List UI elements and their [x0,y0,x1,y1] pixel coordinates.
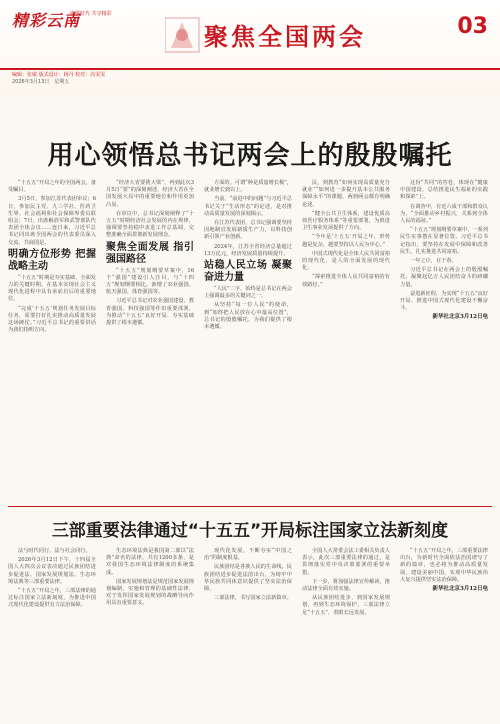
issue-date: 2026年3月13日 星期五 [12,79,70,85]
logo-subtitle: 融媒时代 共享精彩 [70,11,112,17]
paragraph: “十五五”开局之年的全国两会，备受瞩目。 [8,180,96,194]
paragraph: 在调查中，有近六成干部和群众认为，“全面推动乡村振兴，关系到全体人民的福祉。” [400,203,488,225]
paragraph: “十五五”开局之年，三部重要法律出台，为新时代全面依法治国谱写了新的篇章，也必将为推动高质量发展，建设美丽中国，实现中华民族伟大复兴提供坚实法治保障。 [400,548,488,583]
article1-byline: 新华社北京3月12日电 [432,314,488,321]
article1-column-4 [302,180,390,291]
paragraph: “十五五”规划纲要草案中，16个“强国”建设引人注目。与“十四五”规划纲要相比，新增了农业强国、航天强国、体育强国等。 [106,267,194,296]
newspaper-logo: 精彩云南 [12,11,81,30]
paragraph: “十五五”开局之年，三部法律的通过标注国家立法新刻度，为推进中国式现代化建设提供有力法治保障。 [8,588,96,609]
article1-headline: 用心领悟总书记两会上的殷殷嘱托 [47,141,453,171]
paragraph: 国家发展规划法是规范国家发展规划编制、实施和管理的基础性法律，对于发挥国家发展规划的战略导向作用具有重要意义。 [106,578,194,607]
paragraph: “十五五”规划纲要草案中，一系列民生实事摆在显著位置。习近平总书记指出，要坚持在发展中保障和改善民生，扎实推进共同富裕。 [400,227,488,255]
article2-column-4 [302,548,390,619]
paragraph: 习近平总书记对农业强国建设，教育强国、科技强国等作出重要部署，为推动“十五五”良好开局、夯实基础提供了根本遵循。 [106,298,194,327]
page-number: 03 [457,14,488,39]
page-meta [12,72,105,86]
paragraph: 方面的。可谓“种是质量增长极”，就业增长到以上。 [204,180,292,194]
section-title: 聚焦全国两会 [204,23,366,51]
paragraph: “完成‘十五五’规划任务发展目标任务，需要打好扎实推动高质量发展这场硬仗。”习近平总书记的重要讲话为我们指明方向。 [8,305,96,334]
subheading: 聚焦全面发展 指引强国路径 [106,241,194,265]
paragraph: “探索推进全体人民共同富裕的有效路径。” [302,274,390,288]
paragraph: 三部法律，书写国家立法新篇章。 [214,595,292,602]
paragraph: 2024年，江苏全省经济总量超过13万亿元，经济发展质量持续提升。 [204,243,292,257]
paragraph: 奋进新征程，为实现“十五五”良好开局、推进中国式现代化建设不懈奋斗。 [400,290,488,312]
paragraph: 在审议中，总书记深刻阐释了“十五五”时期经济社会发展的内在规律，强调要坚持稳中求进工作总基调，完整准确全面贯彻新发展理念。 [106,210,194,239]
article1-column-1 [8,180,96,336]
subheading: 站稳人民立场 凝聚奋进力量 [204,260,292,284]
paragraph: 民族团结是各族人民的生命线。民族团结进步促进法的出台，为铸牢中华民族共同体意识提供了坚实法治保障。 [204,564,292,593]
paragraph: “健全公共卫生体系，建设优质高效医疗服务体系”等重要部署，为推进卫生事业发展提供了方向。 [302,210,390,232]
paragraph: 这份“共同”的答卷，体现在“健康中国建设，总结推进民生福祉的实践和探索”上。 [400,180,488,201]
article1-column-5 [400,180,488,322]
article1-column-3 [204,180,292,333]
paragraph: 中国式现代化是全体人民共同富裕的现代化，是人的全面发展的现代化。 [302,250,390,272]
paragraph: 一年之计，在于春。 [410,258,457,265]
paragraph: 现代化发展，不断夯实“中国之治”的制度根基。 [204,548,292,562]
paragraph: 2026年3月12日下午，十四届全国人大四次会议表决通过民族团结进步促进法、国家发展规划法、生态环境法典等三部重要法律。 [8,557,96,585]
page-header [0,0,500,94]
paragraph: “十五五”时期是夯实基础、全面发力的关键时期。在基本实现社会主义现代化进程中具有承前启后的重要地位。 [8,274,96,303]
paragraph: 民，到教育“如何实现高质量充分就业”“如何进一步提升基本公共服务保障水平”的课题，两到两会都有明确论述。 [302,180,390,208]
article2-column-3 [204,548,292,604]
paragraph: 从坚持“每一位人民”的使命，到“始终把人民放在心中最高位置”，总书记的殷殷嘱托，为我们提供了根本遵循。 [204,302,292,331]
paragraph: “经济大省要挑大梁”，再到此次3月5日“要”的深刻阐述，经济大省在全国发展大局中的重要地位和作用更加凸显。 [106,180,194,208]
paragraph: 习近平总书记在两会上的殷殷嘱托，凝聚起亿万人民团结奋斗的磅礴力量。 [400,267,488,288]
article2-column-1 [8,548,96,612]
subheading: 明确方位形势 把握战略主动 [8,248,96,272]
paragraph: “人民”二字，始终是总书记在两会上强调最多的关键词之一。 [204,286,292,300]
paragraph: 在江苏代表团，总书记强调要坚持因地制宜发展新质生产力，以科技创新引领产业创新。 [204,220,292,241]
article1-body [8,180,492,510]
article2-column-5 [400,548,488,593]
article2-byline: 新华社北京3月12日电 [432,586,488,593]
article2-headline: 三部重要法律通过“十五五”开局标注国家立法新刻度 [51,521,449,541]
paragraph: 下一步，将加强法律宣传解读，推动法律全面有效实施。 [302,578,390,593]
paragraph: 当前，“前进中的问题”与习近平总书记关于“生活形态”的论述，是对推动高质量发展的深刻揭示。 [204,196,292,217]
paragraph: 全国人大常委会法工委相关负责人表示，此次三部重要法律的通过，是贯彻落实党中央决策部署的重要举措。 [302,548,390,576]
article2-column-2 [106,548,194,610]
paragraph: 从民族团结进步，到国家发展规划，再到生态环境保护，三部法律立足“十五五”，着眼长远发展。 [302,595,390,616]
paragraph: 法与时代同行，法与社会同行。 [18,548,91,554]
paragraph: 生态环境法典是我国第二部以“法典”命名的法律，共有1200多条，是对我国生态环境法律制度的系统集成。 [106,548,194,576]
article2-body [8,548,492,718]
paragraph: “今年是‘十五五’开局之年，形势越是复杂，越要坚持以人民为中心。” [302,234,390,248]
article1-column-2 [106,180,194,329]
article-divider [8,506,492,507]
header-rule [0,68,500,70]
paragraph: 3月5日，参加江苏代表团审议；6日，参加民主党、九三学社、医药卫生界、社会福利和社会保障界委员联组会；7日，出席解放军和武警部队代表团全体会议……连日来，习近平总书记同出席全国两会的代表委员深入交流，共商国是。 [8,196,96,246]
editor-credits: 编辑：张敏 版式设计：杨丹 校对：高雯雯 [12,72,106,78]
